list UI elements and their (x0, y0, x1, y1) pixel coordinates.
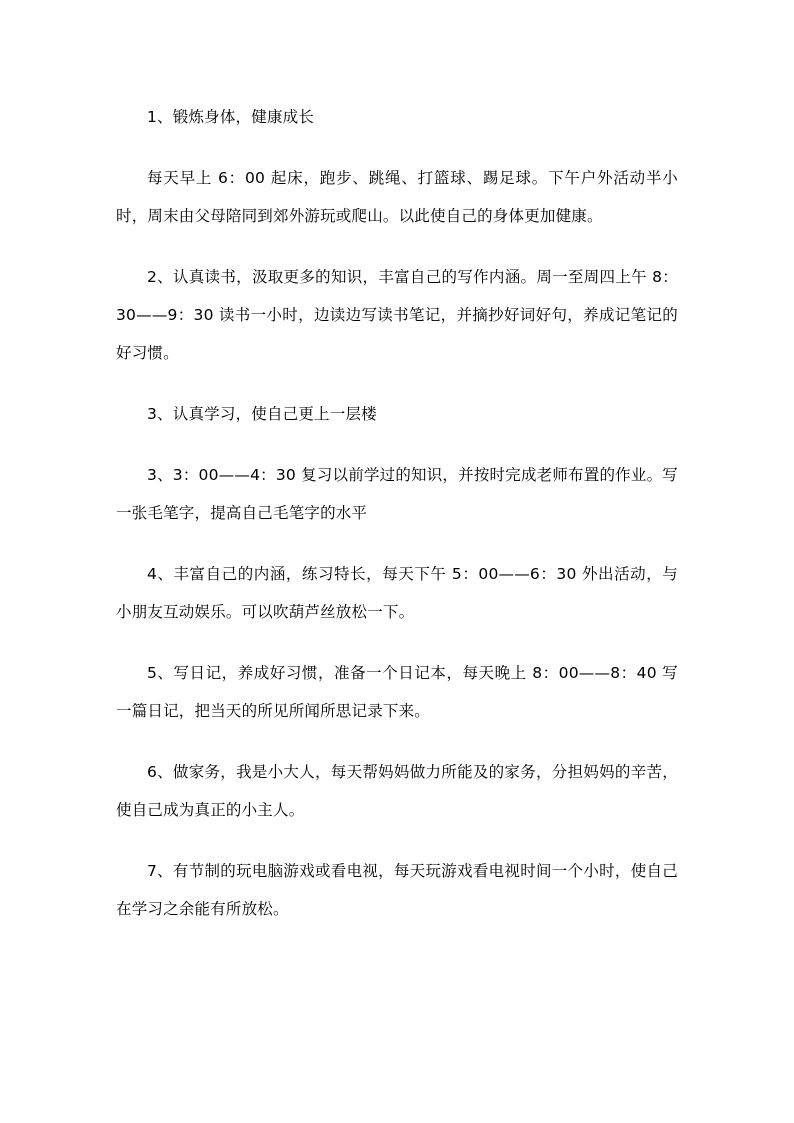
document-body (116, 98, 678, 928)
paragraph-games: 7、有节制的玩电脑游戏或看电视，每天玩游戏看电视时间一个小时，使自己在学习之余能有所放松。 (116, 862, 678, 918)
paragraph-exercise-detail: 每天早上 6：00 起床，跑步、跳绳、打篮球、踢足球。下午户外活动半小时，周末由父母陪同到郊外游玩或爬山。以此使自己的身体更加健康。 (116, 169, 678, 225)
paragraph-diary: 5、写日记，养成好习惯，准备一个日记本，每天晚上 8：00——8：40 写一篇日记，把当天的所见所闻所思记录下来。 (116, 664, 678, 720)
paragraph-skills: 4、丰富自己的内涵，练习特长，每天下午 5：00——6：30 外出活动，与小朋友互动娱乐。可以吹葫芦丝放松一下。 (116, 565, 678, 621)
paragraph-exercise-heading: 1、锻炼身体，健康成长 (147, 108, 315, 126)
paragraph-reading: 2、认真读书，汲取更多的知识，丰富自己的写作内涵。周一至周四上午 8：30——9：30 读书一小时，边读边写读书笔记，并摘抄好词好句，养成记笔记的好习惯。 (116, 268, 678, 362)
paragraph-review: 3、3：00——4：30 复习以前学过的知识，并按时完成老师布置的作业。写一张毛笔字，提高自己毛笔字的水平 (116, 466, 678, 522)
paragraph-study-heading: 3、认真学习，使自己更上一层楼 (147, 405, 377, 423)
paragraph-housework: 6、做家务，我是小大人，每天帮妈妈做力所能及的家务，分担妈妈的辛苦，使自己成为真正的小主人。 (116, 763, 678, 819)
